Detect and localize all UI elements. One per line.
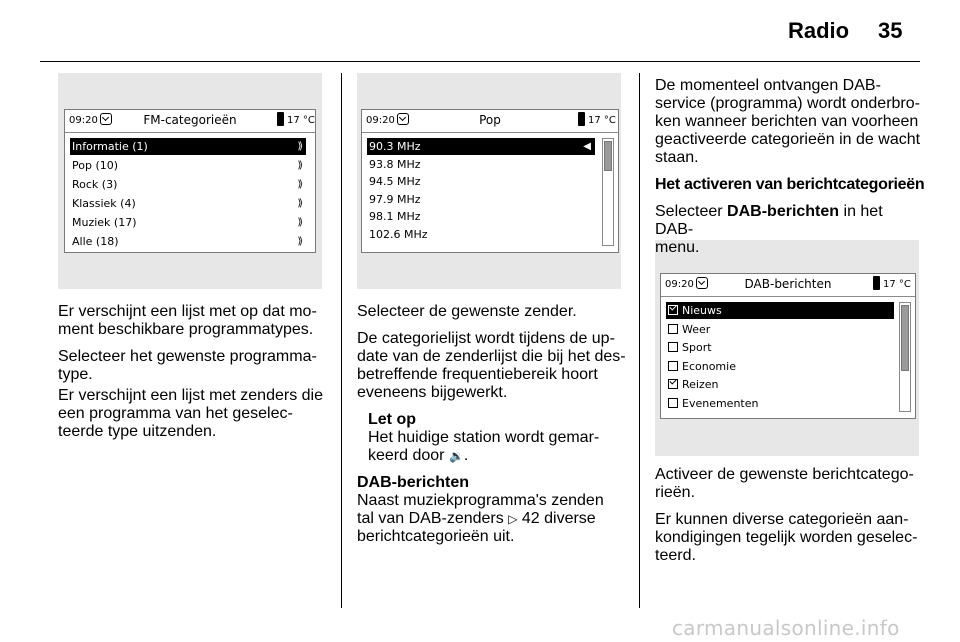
chevron-right-icon: ⟫ [297,236,303,247]
paragraph: De categorielijst wordt tijdens de up- date van de zenderlijst die bij het des- betreffende frequentiebereik hoort eveneens bijgewerkt. [357,330,626,401]
checkbox-icon[interactable] [668,361,678,371]
list-item-label: Economie [682,359,736,373]
page-header-title: Radio [788,18,850,43]
paragraph: Activeer de gewenste berichtcatego- rieën. [655,466,914,501]
station-list-item[interactable] [367,208,595,225]
list-item-label: 93.8 MHz [369,157,421,171]
list-item-label: Alle (18) [72,235,119,248]
list-item-label: Klassiek (4) [72,197,136,210]
checked-checkbox-icon[interactable] [668,379,678,389]
list-item-label: Informatie (1) [72,140,148,153]
list-item-label: 97.9 MHz [369,192,421,206]
page-reference-icon: ▷ [508,512,518,526]
dab-messages-figure [655,240,919,456]
station-list-item[interactable] [367,138,595,155]
category-list-item[interactable] [70,176,306,193]
list-item-label: Weer [682,322,711,336]
paragraph [655,203,925,257]
list-item-label: Evenementen [682,396,759,410]
column-3-text-top [655,77,925,257]
category-list-item[interactable] [70,157,306,174]
list-item-label: Nieuws [682,304,722,317]
scrollbar[interactable] [602,138,614,246]
pop-stations-figure [357,73,621,289]
clock-time: 09:20 [665,279,694,290]
screen-title: Pop [479,113,501,127]
dab-text-part-a: Naast muziekprogramma's zenden tal van DAB-zenders [357,492,604,527]
instruction-text-a: Selecteer [655,203,728,220]
header-rule [40,61,920,62]
paragraph: Er verschijnt een lijst met zenders die een programma van het geselec- teerde type uitzenden. [58,387,323,440]
status-bar [65,110,315,133]
menu-name: DAB-berichten [727,203,840,220]
note-body: Het huidige station wordt gemar- keerd door [368,429,600,464]
status-bar [362,110,618,133]
scrollbar-thumb[interactable] [901,305,909,371]
list-item-label: 94.5 MHz [369,175,421,188]
instruction-text-b: in het DAB- menu. [655,203,883,256]
chevron-right-icon: ⟫ [297,217,303,228]
checkbox-icon[interactable] [668,342,678,352]
screen-title: DAB-berichten [744,277,832,291]
page-number: 35 [878,18,903,43]
dab-text-part-b: 42 diverse berichtcategorieën uit. [357,510,596,545]
list-item-label: Sport [682,341,712,354]
clock-time: 09:20 [69,115,98,126]
message-category-item[interactable] [666,395,894,412]
chevron-right-icon: ⟫ [297,179,303,190]
column-divider-left [341,73,342,608]
category-list-item[interactable] [70,233,306,250]
list-item-label: Pop (10) [72,159,119,172]
message-category-item[interactable] [666,376,894,393]
note-title: Let op [368,411,416,428]
list-item-label: 98.1 MHz [369,210,421,223]
category-list-item[interactable] [70,214,306,231]
paragraph: De momenteel ontvangen DAB- service (programma) wordt onderbro- ken wanneer berichten van voorheen geactiveerde categorieën in de wacht staan. [655,77,921,166]
station-list-item[interactable] [367,156,595,173]
message-category-item[interactable] [666,302,894,319]
fm-categories-screen [64,109,316,253]
paragraph: Selecteer het gewenste programma- type. [58,348,317,383]
paragraph: Selecteer de gewenste zender. [357,303,577,320]
section-heading: Het activeren van berichtcategorieën [655,176,925,193]
message-category-item[interactable] [666,339,894,356]
clock-time: 09:20 [366,115,395,126]
watermark: carmanualsonline.info [672,616,900,640]
checkbox-icon[interactable] [668,398,678,408]
column-3-text-bottom [655,466,925,574]
chevron-right-icon: ⟫ [297,198,303,209]
checkbox-icon[interactable] [668,324,678,334]
temperature: 17 °C [287,115,315,126]
note-block [368,411,632,465]
category-list-item[interactable] [70,195,306,212]
message-category-item[interactable] [666,321,894,338]
status-bar [661,274,915,297]
dab-messages-screen [660,273,916,419]
speaker-icon: ◀ [583,141,591,152]
thermometer-icon [578,112,585,126]
list-item-label: Rock (3) [72,178,118,191]
column-1-text [58,303,333,450]
station-list-item[interactable] [367,191,595,208]
screen-title: FM-categorieën [143,113,237,127]
fm-categories-figure [58,73,322,289]
station-list-item[interactable] [367,173,595,190]
note-end: . [463,447,469,464]
thermometer-icon [873,276,880,290]
category-list-item[interactable] [70,138,306,155]
thermometer-icon [277,112,284,126]
list-item-label: 102.6 MHz [369,227,428,241]
scrollbar-thumb[interactable] [604,141,612,171]
column-divider-right [639,73,640,608]
paragraph: Er kunnen diverse categorieën aan- kondigingen tegelijk worden geselec- teerd. [655,511,918,564]
paragraph [357,492,632,546]
temperature: 17 °C [883,279,911,290]
speaker-icon: 🔉 [448,449,464,463]
message-category-item[interactable] [666,358,894,375]
list-item-label: Muziek (17) [72,216,137,229]
chevron-right-icon: ⟫ [297,141,303,152]
station-list-item[interactable] [367,226,595,243]
list-item-label: 90.3 MHz [369,140,421,153]
note-text [368,429,632,465]
paragraph: Er verschijnt een lijst met op dat mo- ment beschikbare programmatypes. [58,303,317,338]
scrollbar[interactable] [899,302,911,412]
list-item-label: Reizen [682,378,719,391]
column-2-text [357,303,632,546]
section-heading: DAB-berichten [357,474,470,491]
checked-checkbox-icon[interactable] [668,305,678,315]
pop-stations-screen [361,109,619,253]
chevron-right-icon: ⟫ [297,160,303,171]
temperature: 17 °C [588,115,616,126]
